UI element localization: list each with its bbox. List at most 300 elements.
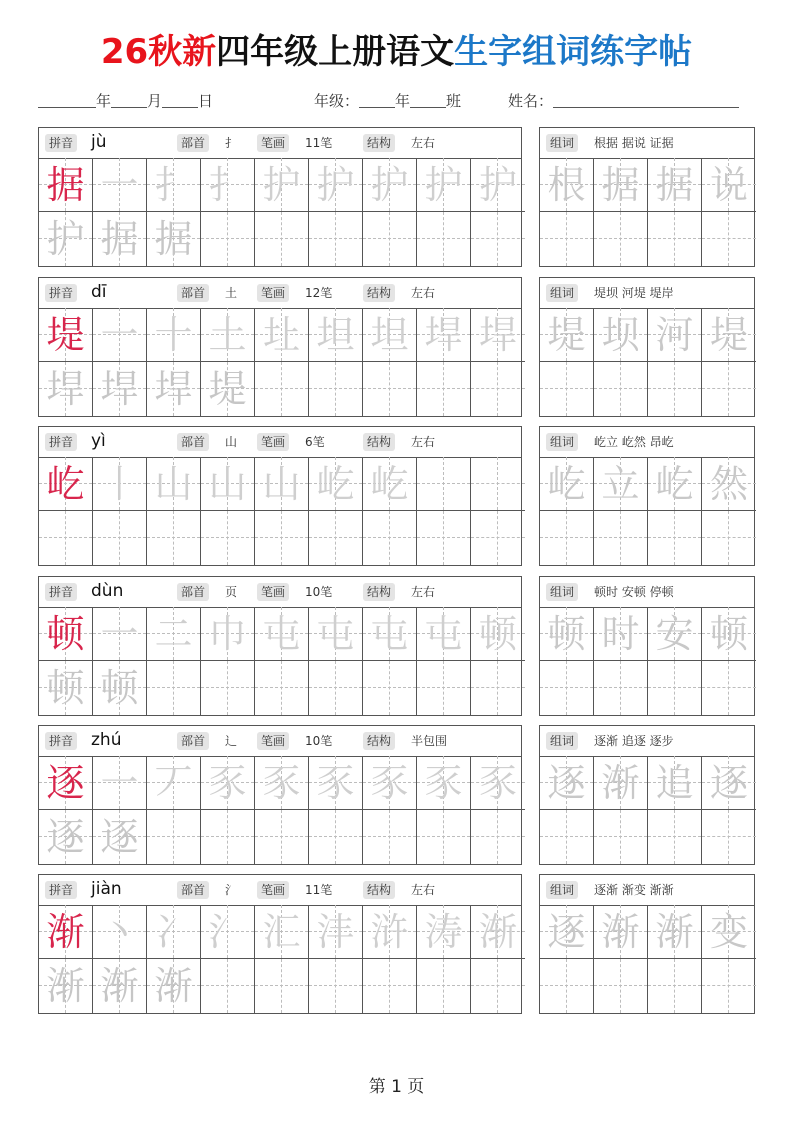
- grid-cell[interactable]: [39, 511, 93, 565]
- grid-cell[interactable]: [201, 212, 255, 266]
- word-grid-cell[interactable]: [540, 661, 594, 715]
- grid-cell[interactable]: [417, 905, 471, 959]
- grid-cell[interactable]: [93, 905, 147, 959]
- strokes-value: 10笔: [305, 734, 333, 748]
- grid-cell[interactable]: [363, 308, 417, 362]
- grid-cell[interactable]: [363, 362, 417, 416]
- grid-cell[interactable]: [255, 607, 309, 661]
- structure-tag: 结构: [363, 433, 395, 451]
- stroke-order-step: 屯: [370, 612, 409, 656]
- grid-cell[interactable]: [201, 905, 255, 959]
- grid-cell[interactable]: [93, 308, 147, 362]
- stroke-order-step: 山: [208, 462, 247, 506]
- grid-cell[interactable]: [39, 212, 93, 266]
- grid-cell[interactable]: [363, 905, 417, 959]
- grid-cell[interactable]: [201, 661, 255, 715]
- word-trace-character: 顿: [709, 612, 748, 656]
- title-part-black: 四年级上册语文: [216, 32, 455, 72]
- grid-cell[interactable]: [309, 607, 363, 661]
- word-grid-cell[interactable]: [594, 661, 648, 715]
- word-trace-character: 时: [601, 612, 640, 656]
- word-grid-cell[interactable]: [648, 810, 702, 864]
- grid-cell[interactable]: [363, 158, 417, 212]
- grid-cell[interactable]: [39, 810, 93, 864]
- word-grid-cell[interactable]: [702, 308, 756, 362]
- grid-cell[interactable]: [417, 810, 471, 864]
- radical-tag: 部首: [177, 284, 209, 302]
- grid-cell[interactable]: [309, 362, 363, 416]
- word-grid-cell[interactable]: [648, 661, 702, 715]
- grid-cell[interactable]: [471, 959, 525, 1013]
- word-trace-character: 变: [709, 910, 748, 954]
- class-blank[interactable]: [410, 91, 446, 108]
- model-character: 堤: [46, 313, 85, 357]
- grid-cell[interactable]: [93, 212, 147, 266]
- radical-value: 山: [225, 435, 238, 449]
- grid-cell[interactable]: [147, 212, 201, 266]
- stroke-order-step: 护: [262, 163, 301, 207]
- model-character: 屹: [46, 462, 85, 506]
- stroke-order-step: 护: [478, 163, 517, 207]
- stroke-order-step: 坦: [370, 313, 409, 357]
- grade-field: [314, 90, 461, 111]
- title-part-red: 26秋新: [100, 32, 217, 72]
- words-tag: 组词: [546, 881, 578, 899]
- grid-cell[interactable]: [363, 511, 417, 565]
- strokes-value: 12笔: [305, 286, 333, 300]
- pinyin-value: jiàn: [91, 879, 122, 899]
- info-line: [38, 90, 756, 114]
- structure-value: 左右: [411, 883, 436, 897]
- stroke-order-step: 一: [100, 761, 139, 805]
- word-card-header: [540, 278, 754, 309]
- word-trace-character: 渐: [601, 910, 640, 954]
- year-blank[interactable]: [38, 91, 96, 108]
- char-card-2: [38, 426, 522, 566]
- stroke-order-step: 垾: [478, 313, 517, 357]
- word-grid-cell[interactable]: [594, 756, 648, 810]
- word-card-2: [539, 426, 755, 566]
- grid-cell[interactable]: [417, 661, 471, 715]
- trace-character: 逐: [46, 815, 85, 859]
- radical-value: 氵: [225, 883, 238, 897]
- grid-cell[interactable]: [147, 457, 201, 511]
- grid-cell[interactable]: [147, 607, 201, 661]
- word-grid-cell[interactable]: [702, 212, 756, 266]
- word-grid-cell[interactable]: [594, 308, 648, 362]
- word-trace-character: 安: [655, 612, 694, 656]
- stroke-order-step: 护: [316, 163, 355, 207]
- trace-character: 护: [46, 217, 85, 261]
- month-label: 月: [147, 92, 163, 110]
- trace-character: 垾: [46, 367, 85, 411]
- stroke-order-step: 冫: [154, 910, 193, 954]
- grid-cell[interactable]: [309, 959, 363, 1013]
- word-grid-cell[interactable]: [702, 158, 756, 212]
- grid-cell[interactable]: [309, 457, 363, 511]
- grid-cell[interactable]: [471, 212, 525, 266]
- grid-cell[interactable]: [309, 756, 363, 810]
- grid-cell[interactable]: [147, 362, 201, 416]
- grid-cell[interactable]: [93, 511, 147, 565]
- word-grid-cell[interactable]: [702, 457, 756, 511]
- grid-cell[interactable]: [147, 308, 201, 362]
- structure-tag: 结构: [363, 284, 395, 302]
- word-grid-cell[interactable]: [702, 661, 756, 715]
- pinyin-value: dùn: [91, 581, 124, 601]
- word-trace-character: 逐: [547, 761, 586, 805]
- word-grid-cell[interactable]: [702, 810, 756, 864]
- grid-cell[interactable]: [471, 158, 525, 212]
- grid-cell[interactable]: [255, 457, 309, 511]
- word-grid-cell[interactable]: [702, 362, 756, 416]
- grid-cell[interactable]: [417, 756, 471, 810]
- grid-cell[interactable]: [417, 362, 471, 416]
- word-grid-cell[interactable]: [702, 511, 756, 565]
- grid-cell[interactable]: [147, 810, 201, 864]
- radical-value: 扌: [225, 136, 238, 150]
- words-value: 堤坝 河堤 堤岸: [594, 286, 674, 300]
- word-grid-cell[interactable]: [648, 905, 702, 959]
- word-card-4: [539, 725, 755, 865]
- strokes-tag: 笔画: [257, 134, 289, 152]
- stroke-order-step: 氵: [208, 910, 247, 954]
- strokes-value: 10笔: [305, 585, 333, 599]
- grid-cell[interactable]: [201, 810, 255, 864]
- grid-cell[interactable]: [93, 756, 147, 810]
- word-grid-cell[interactable]: [702, 959, 756, 1013]
- word-grid-cell[interactable]: [594, 810, 648, 864]
- words-value: 逐渐 渐变 渐渐: [594, 883, 674, 897]
- word-grid-cell[interactable]: [594, 158, 648, 212]
- grid-cell[interactable]: [39, 362, 93, 416]
- grid-cell[interactable]: [39, 959, 93, 1013]
- grade-blank[interactable]: [359, 91, 395, 108]
- structure-tag: 结构: [363, 583, 395, 601]
- grid-cell[interactable]: [255, 362, 309, 416]
- words-value: 逐渐 追逐 逐步: [594, 734, 674, 748]
- strokes-tag: 笔画: [257, 881, 289, 899]
- grid-cell[interactable]: [363, 661, 417, 715]
- grid-cell[interactable]: [471, 362, 525, 416]
- grid-cell[interactable]: [93, 661, 147, 715]
- grid-cell[interactable]: [417, 511, 471, 565]
- grid-cell[interactable]: [363, 607, 417, 661]
- grid-cell[interactable]: [147, 158, 201, 212]
- grid-cell[interactable]: [201, 362, 255, 416]
- stroke-order-step: 二: [154, 612, 193, 656]
- word-grid-cell[interactable]: [648, 362, 702, 416]
- pinyin-tag: 拼音: [45, 881, 77, 899]
- radical-value: 辶: [225, 734, 238, 748]
- char-card-header: [39, 128, 521, 159]
- word-grid-cell[interactable]: [540, 607, 594, 661]
- grid-cell[interactable]: [93, 607, 147, 661]
- trace-character: 渐: [46, 964, 85, 1008]
- words-tag: 组词: [546, 433, 578, 451]
- grid-cell[interactable]: [471, 511, 525, 565]
- word-grid-cell[interactable]: [540, 810, 594, 864]
- word-grid-cell[interactable]: [540, 158, 594, 212]
- word-grid-cell[interactable]: [702, 756, 756, 810]
- char-card-header: [39, 875, 521, 906]
- char-card-3: [38, 576, 522, 716]
- year-label: 年: [96, 92, 112, 110]
- stroke-order-step: 护: [370, 163, 409, 207]
- grid-cell[interactable]: [93, 158, 147, 212]
- stroke-order-step: 坦: [316, 313, 355, 357]
- structure-value: 左右: [411, 286, 436, 300]
- word-grid-cell[interactable]: [648, 158, 702, 212]
- grid-cell[interactable]: [147, 756, 201, 810]
- word-trace-character: 河: [655, 313, 694, 357]
- word-grid-cell[interactable]: [594, 607, 648, 661]
- word-trace-character: 堤: [547, 313, 586, 357]
- word-grid-cell[interactable]: [594, 457, 648, 511]
- grid-cell[interactable]: [363, 457, 417, 511]
- char-card-header: [39, 577, 521, 608]
- words-value: 根据 据说 证据: [594, 136, 674, 150]
- radical-tag: 部首: [177, 433, 209, 451]
- grid-cell[interactable]: [309, 661, 363, 715]
- grid-cell[interactable]: [417, 212, 471, 266]
- grid-cell[interactable]: [471, 457, 525, 511]
- strokes-tag: 笔画: [257, 284, 289, 302]
- words-value: 顿时 安顿 停顿: [594, 585, 674, 599]
- stroke-order-step: 巾: [208, 612, 247, 656]
- grid-cell[interactable]: [309, 905, 363, 959]
- radical-value: 页: [225, 585, 238, 599]
- word-grid-cell[interactable]: [540, 511, 594, 565]
- grid-cell[interactable]: [309, 212, 363, 266]
- grid-cell[interactable]: [201, 756, 255, 810]
- grid-cell[interactable]: [39, 457, 93, 511]
- strokes-tag: 笔画: [257, 583, 289, 601]
- trace-character: 顿: [100, 666, 139, 710]
- grid-cell[interactable]: [309, 158, 363, 212]
- char-card-1: [38, 277, 522, 417]
- word-grid-cell[interactable]: [648, 756, 702, 810]
- words-tag: 组词: [546, 732, 578, 750]
- stroke-order-step: 一: [100, 612, 139, 656]
- structure-value: 左右: [411, 585, 436, 599]
- stroke-order-step: 顿: [478, 612, 517, 656]
- trace-character: 据: [154, 217, 193, 261]
- grid-cell[interactable]: [255, 959, 309, 1013]
- grid-cell[interactable]: [39, 905, 93, 959]
- grid-cell[interactable]: [201, 457, 255, 511]
- grid-cell[interactable]: [363, 212, 417, 266]
- model-character: 顿: [46, 612, 85, 656]
- word-grid-cell[interactable]: [648, 959, 702, 1013]
- strokes-value: 11笔: [305, 883, 333, 897]
- grid-cell[interactable]: [363, 756, 417, 810]
- stroke-order-step: 护: [424, 163, 463, 207]
- word-grid-cell[interactable]: [648, 607, 702, 661]
- grid-cell[interactable]: [471, 810, 525, 864]
- word-trace-character: 然: [709, 462, 748, 506]
- page-title: [0, 24, 793, 80]
- word-grid-cell[interactable]: [540, 362, 594, 416]
- grid-cell[interactable]: [255, 158, 309, 212]
- model-character: 渐: [46, 910, 85, 954]
- grid-cell[interactable]: [39, 607, 93, 661]
- word-trace-character: 堤: [709, 313, 748, 357]
- grid-cell[interactable]: [201, 511, 255, 565]
- grid-cell[interactable]: [309, 810, 363, 864]
- pinyin-value: yì: [91, 431, 106, 451]
- grid-cell[interactable]: [255, 756, 309, 810]
- structure-tag: 结构: [363, 134, 395, 152]
- word-grid-cell[interactable]: [540, 457, 594, 511]
- char-card-4: [38, 725, 522, 865]
- grid-cell[interactable]: [147, 905, 201, 959]
- stroke-order-step: 丨: [100, 462, 139, 506]
- grid-cell[interactable]: [93, 457, 147, 511]
- word-grid-cell[interactable]: [540, 756, 594, 810]
- word-grid-cell[interactable]: [648, 212, 702, 266]
- word-grid-cell[interactable]: [702, 905, 756, 959]
- grid-cell[interactable]: [201, 308, 255, 362]
- grid-cell[interactable]: [309, 511, 363, 565]
- word-card-header: [540, 128, 754, 159]
- stroke-order-step: 山: [262, 462, 301, 506]
- trace-character: 据: [100, 217, 139, 261]
- pinyin-value: zhú: [91, 730, 122, 750]
- words-value: 屹立 屹然 昂屹: [594, 435, 674, 449]
- stroke-order-step: 渐: [478, 910, 517, 954]
- grid-cell[interactable]: [147, 511, 201, 565]
- stroke-order-step: 屯: [262, 612, 301, 656]
- word-card-header: [540, 726, 754, 757]
- word-trace-character: 据: [655, 163, 694, 207]
- grid-cell[interactable]: [471, 607, 525, 661]
- grid-cell[interactable]: [471, 756, 525, 810]
- word-grid-cell[interactable]: [594, 511, 648, 565]
- day-blank[interactable]: [162, 91, 198, 108]
- trace-character: 堤: [208, 367, 247, 411]
- word-card-header: [540, 577, 754, 608]
- grid-cell[interactable]: [147, 661, 201, 715]
- trace-character: 垾: [154, 367, 193, 411]
- grid-cell[interactable]: [39, 308, 93, 362]
- stroke-order-step: 浒: [370, 910, 409, 954]
- grid-cell[interactable]: [363, 810, 417, 864]
- grid-cell[interactable]: [93, 810, 147, 864]
- grid-cell[interactable]: [363, 959, 417, 1013]
- grid-cell[interactable]: [255, 810, 309, 864]
- strokes-value: 6笔: [305, 435, 325, 449]
- word-grid-cell[interactable]: [540, 905, 594, 959]
- grid-cell[interactable]: [201, 607, 255, 661]
- word-card-header: [540, 427, 754, 458]
- word-grid-cell[interactable]: [540, 212, 594, 266]
- model-character: 据: [46, 163, 85, 207]
- word-trace-character: 屹: [655, 462, 694, 506]
- word-trace-character: 说: [709, 163, 748, 207]
- word-grid-cell[interactable]: [540, 959, 594, 1013]
- model-character: 逐: [46, 761, 85, 805]
- grid-cell[interactable]: [93, 362, 147, 416]
- grid-cell[interactable]: [471, 905, 525, 959]
- grid-cell[interactable]: [255, 308, 309, 362]
- trace-character: 顿: [46, 666, 85, 710]
- char-card-5: [38, 874, 522, 1014]
- word-trace-character: 根: [547, 163, 586, 207]
- name-field: [508, 90, 739, 111]
- grid-cell[interactable]: [255, 905, 309, 959]
- grid-cell[interactable]: [147, 959, 201, 1013]
- grid-cell[interactable]: [255, 511, 309, 565]
- word-grid-cell[interactable]: [594, 905, 648, 959]
- word-trace-character: 坝: [601, 313, 640, 357]
- char-card-header: [39, 278, 521, 309]
- stroke-order-step: 十: [154, 313, 193, 357]
- radical-tag: 部首: [177, 134, 209, 152]
- grade-label: 年级：: [314, 92, 360, 110]
- grid-cell[interactable]: [417, 607, 471, 661]
- grid-cell[interactable]: [255, 661, 309, 715]
- grid-cell[interactable]: [471, 308, 525, 362]
- structure-tag: 结构: [363, 881, 395, 899]
- grid-cell[interactable]: [39, 158, 93, 212]
- word-trace-character: 追: [655, 761, 694, 805]
- stroke-order-step: 涛: [424, 910, 463, 954]
- trace-character: 逐: [100, 815, 139, 859]
- stroke-order-step: 丆: [154, 761, 193, 805]
- word-grid-cell[interactable]: [594, 362, 648, 416]
- stroke-order-step: 一: [100, 163, 139, 207]
- word-grid-cell[interactable]: [702, 607, 756, 661]
- grid-cell[interactable]: [255, 212, 309, 266]
- grid-cell[interactable]: [417, 308, 471, 362]
- stroke-order-step: 扌: [154, 163, 193, 207]
- word-grid-cell[interactable]: [594, 212, 648, 266]
- grid-cell[interactable]: [471, 661, 525, 715]
- name-blank[interactable]: [553, 91, 739, 108]
- stroke-order-step: 屯: [424, 612, 463, 656]
- strokes-value: 11笔: [305, 136, 333, 150]
- grid-cell[interactable]: [417, 158, 471, 212]
- grid-cell[interactable]: [309, 308, 363, 362]
- month-blank[interactable]: [111, 91, 147, 108]
- word-card-header: [540, 875, 754, 906]
- trace-character: 垾: [100, 367, 139, 411]
- grid-cell[interactable]: [39, 661, 93, 715]
- word-grid-cell[interactable]: [648, 308, 702, 362]
- stroke-order-step: 垾: [424, 313, 463, 357]
- grid-cell[interactable]: [93, 959, 147, 1013]
- word-grid-cell[interactable]: [648, 511, 702, 565]
- word-grid-cell[interactable]: [648, 457, 702, 511]
- stroke-order-step: 一: [100, 313, 139, 357]
- grid-cell[interactable]: [417, 457, 471, 511]
- word-trace-character: 逐: [547, 910, 586, 954]
- radical-tag: 部首: [177, 583, 209, 601]
- grid-cell[interactable]: [201, 158, 255, 212]
- grid-cell[interactable]: [39, 756, 93, 810]
- trace-character: 渐: [154, 964, 193, 1008]
- stroke-order-step: 丶: [100, 910, 139, 954]
- stroke-order-step: 屹: [316, 462, 355, 506]
- word-grid-cell[interactable]: [540, 308, 594, 362]
- page-number: 第 1 页: [368, 1077, 425, 1097]
- stroke-order-step: 汇: [262, 910, 301, 954]
- pinyin-tag: 拼音: [45, 433, 77, 451]
- grid-cell[interactable]: [201, 959, 255, 1013]
- word-grid-cell[interactable]: [594, 959, 648, 1013]
- grid-cell[interactable]: [417, 959, 471, 1013]
